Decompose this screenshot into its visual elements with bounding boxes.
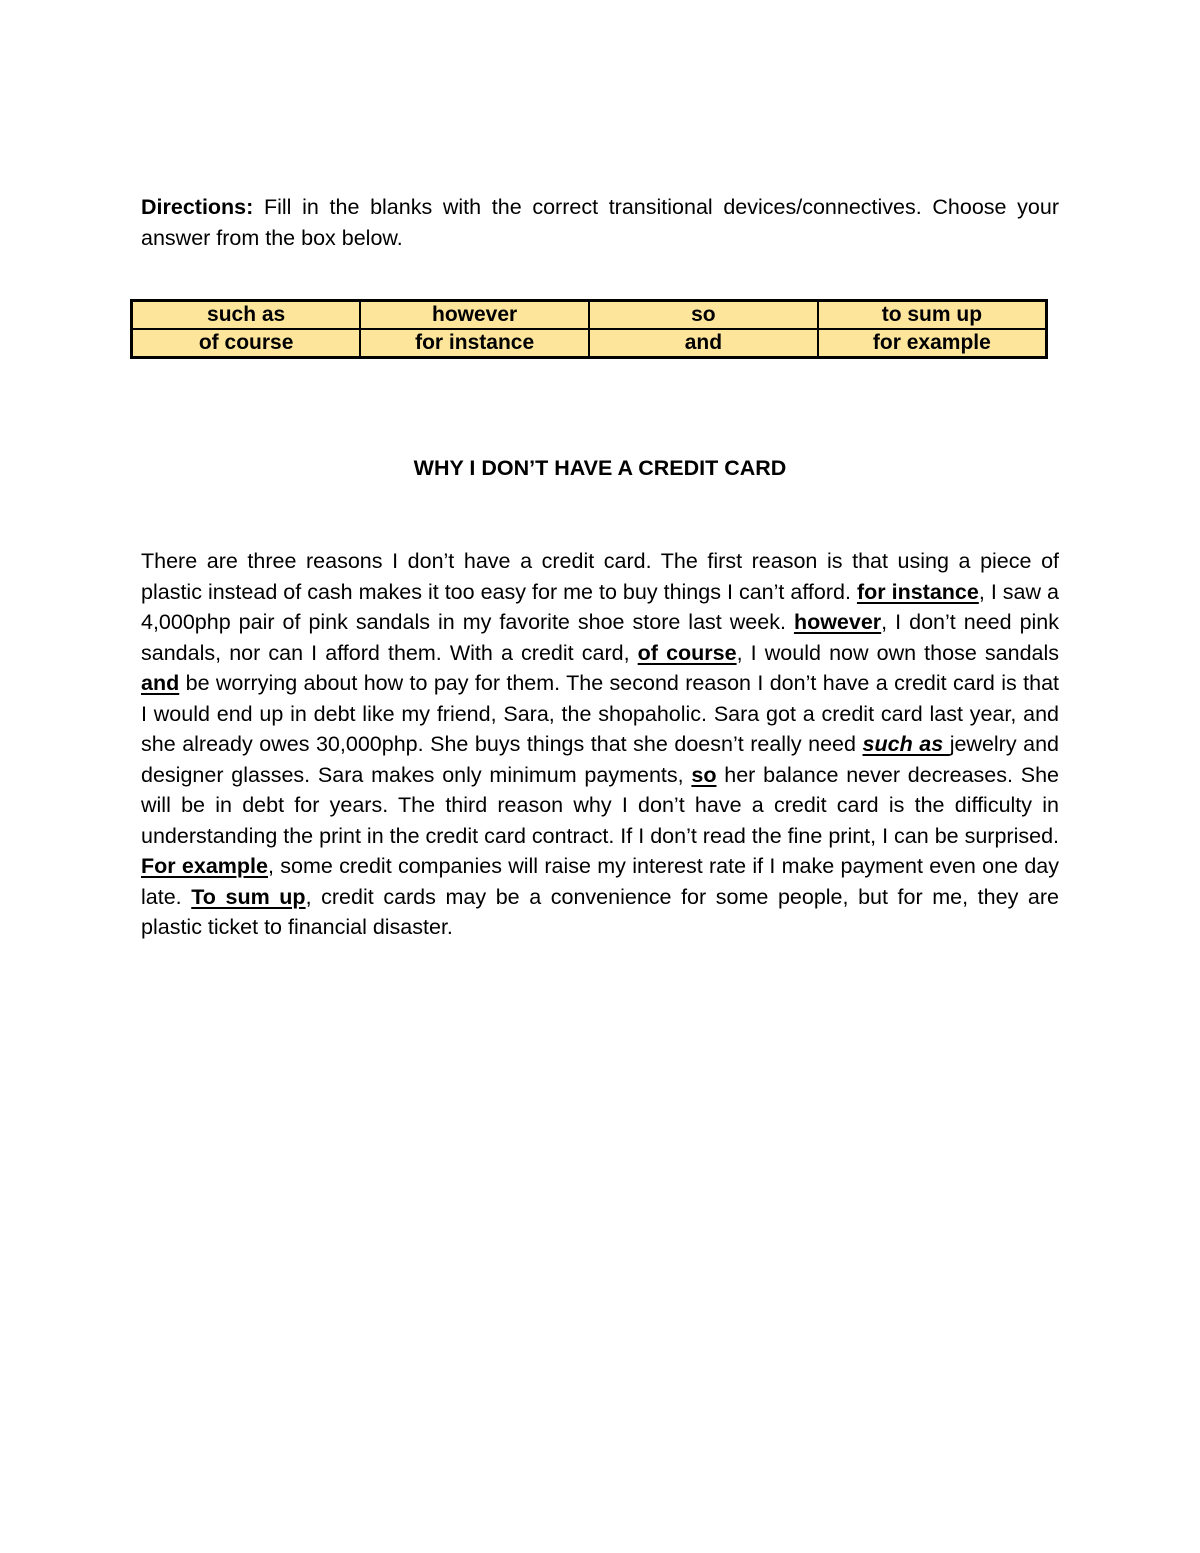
- essay-title: WHY I DON’T HAVE A CREDIT CARD: [413, 456, 787, 480]
- essay-text: jewelry and designer glasses. Sara makes only minimum payments,: [141, 732, 1059, 787]
- word-box-cell: however: [360, 301, 589, 330]
- directions-paragraph: [141, 192, 1059, 254]
- essay-text: be worrying about how to pay for them. The second reason I don’t have a credit card is that I would end up in debt like my friend, Sara, the shopaholic. Sara got a credit card last year, and she already owes 30,000php. She buys things that she doesn’t really need: [141, 671, 1059, 756]
- word-box-cell: such as: [132, 301, 361, 330]
- essay-text: , some credit companies will raise my interest rate if I make payment even one day late.: [141, 854, 1059, 909]
- word-box-cell: for example: [818, 329, 1047, 358]
- word-box-table: [130, 299, 1048, 359]
- directions-text: Fill in the blanks with the correct transitional devices/connectives. Choose your answer from the box below.: [141, 195, 1059, 250]
- word-box-cell: for instance: [360, 329, 589, 358]
- answer-blank: To sum up: [191, 884, 306, 909]
- answer-blank: of course: [637, 640, 737, 665]
- word-box-cell: to sum up: [818, 301, 1047, 330]
- word-box-cell: and: [589, 329, 818, 358]
- answer-blank: For example: [141, 854, 268, 878]
- word-box-row: [132, 329, 1047, 358]
- essay-text: There are three reasons I don’t have a credit card. The first reason is that using a piece of plastic instead of cash makes it too easy for me to buy things I can’t afford.: [141, 549, 1059, 604]
- answer-blank: however: [793, 610, 882, 634]
- essay-text: her balance never decreases. She will be in debt for years. The third reason why I don’t have a credit card is the difficulty in understanding the print in the credit card contract. If I don’t read the fine print, I can be surprised.: [141, 762, 1059, 848]
- essay-text: , credit cards may be a convenience for some people, but for me, they are plastic ticket to financial disaster.: [141, 884, 1059, 939]
- answer-blank: such as: [862, 732, 950, 756]
- word-box-row: [132, 301, 1047, 330]
- answer-blank: for instance: [856, 579, 979, 604]
- word-box-cell: so: [589, 301, 818, 330]
- answer-blank: so: [691, 762, 717, 787]
- essay-text: , I don’t need pink sandals, nor can I afford them. With a credit card,: [141, 610, 1060, 665]
- answer-blank: and: [141, 671, 180, 695]
- directions-label: Directions:: [141, 195, 254, 219]
- essay-paragraph: [141, 546, 1059, 943]
- essay-text: , I saw a 4,000php pair of pink sandals in my favorite shoe store last week.: [141, 579, 1059, 634]
- essay-text: , I would now own those sandals: [736, 640, 1060, 665]
- word-box-cell: of course: [132, 329, 361, 358]
